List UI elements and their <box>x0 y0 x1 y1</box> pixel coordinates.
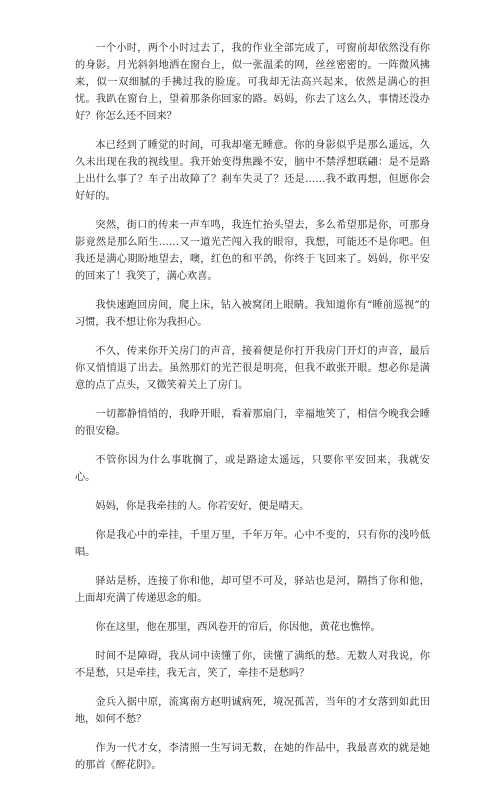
paragraph: 不久，传来你开关房门的声音，接着便是你打开我房门开灯的声音，最后你又悄悄退了出去。虽然那灯的光芒很是明亮，但我不敢张开眼。想必你是满意的点了点头，又微笑着关上了房门。 <box>75 346 430 391</box>
paragraph: 金兵入据中原，流寓南方赵明诚病死，境况孤苦，当年的才女落到如此田地，如何不愁？ <box>75 697 430 725</box>
paragraph: 你在这里，他在那里，西风卷开的帘后，你因他，黄花也憔悴。 <box>95 622 381 633</box>
paragraph: 时间不是障碍，我从词中读懂了你，读懂了满纸的愁。无数人对我说，你不是愁，只是牵挂，我无言，笑了，牵挂不是愁吗？ <box>75 651 430 679</box>
paragraph: 突然，街口的传来一声车鸣，我连忙抬头望去，多么希望那是你，可那身影竟然是那么陌生……又一道光芒闯入我的眼帘，我想，可能还不是你吧。但我还是满心期盼地望去，噢，红色的和平鸽，你终于飞回来了。妈妈，你平安的回来了！我笑了，满心欢喜。 <box>75 220 430 282</box>
paragraph: 我快速跑回房间，爬上床，钻入被窝闭上眼睛。我知道你有“睡前巡视”的习惯，我不想让你为我担心。 <box>75 300 430 328</box>
paragraph: 你是我心中的牵挂，千里万里，千年万年。心中不变的，只有你的浅吟低唱。 <box>75 530 430 558</box>
document-body <box>75 40 430 786</box>
paragraph: 本已经到了睡觉的时间，可我却毫无睡意。你的身影似乎是那么遥远，久久未出现在我的视线里。我开始变得焦躁不安，脑中不禁浮想联翩：是不是路上出什么事了？车子出故障了？刹车失灵了？还是……我不敢再想，但愿你会好好的。 <box>75 140 430 202</box>
paragraph: 妈妈，你是我牵挂的人。你若安好，便是晴天。 <box>95 501 310 512</box>
paragraph: 一切都静悄悄的，我睁开眼，看着那扇门，幸福地笑了，相信今晚我会睡的很安稳。 <box>75 409 430 437</box>
paragraph: 作为一代才女，李清照一生写词无数，在她的作品中，我最喜欢的就是她的那首《醉花阴》。 <box>75 743 430 771</box>
paragraph: 一个小时，两个小时过去了，我的作业全部完成了，可窗前却依然没有你的身影。月光斜斜地洒在窗台上，似一张温柔的网，丝丝密密的。一阵微风拂来，似一双细腻的手拂过我的脸庞。可我却无法高兴起来，依然是满心的担忧。我趴在窗台上，望着那条你回家的路。妈妈，你去了这么久，事情还没办好？你怎么还不回来？ <box>75 43 430 122</box>
paragraph: 不管你因为什么事耽搁了，或是路途太遥远，只要你平安回来，我就安心。 <box>75 455 430 483</box>
paragraph: 驿站是桥，连接了你和他，却可望不可及，驿站也是河，隔挡了你和他，上面却充满了传递思念的船。 <box>75 576 430 604</box>
